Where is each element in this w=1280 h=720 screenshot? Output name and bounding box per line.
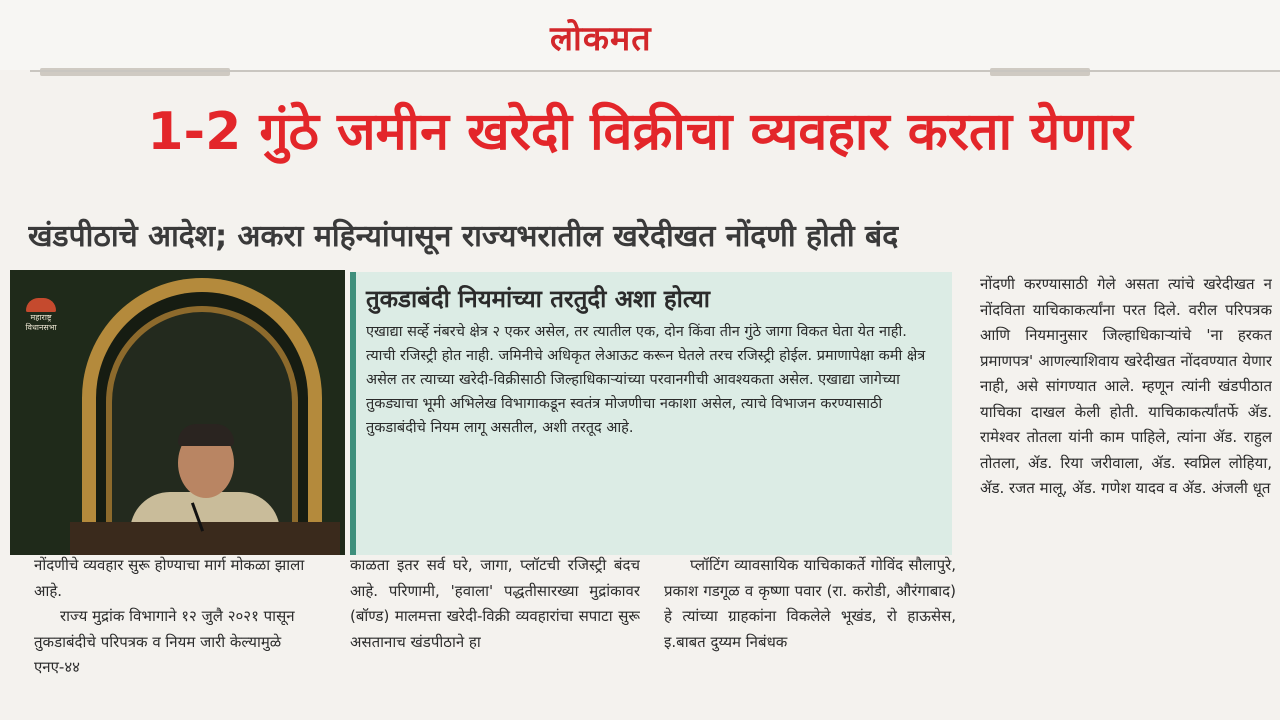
masthead — [0, 0, 1280, 70]
assembly-photo — [10, 270, 345, 555]
paragraph: नोंदणीचे व्यवहार सुरू होण्याचा मार्ग मोकळा झाला आहे. — [34, 556, 305, 600]
info-box-text: एखाद्या सर्व्हे नंबरचे क्षेत्र २ एकर असेल, तर त्यातील एक, दोन किंवा तीन गुंठे जागा विकत घेता येत नाही. त्याची रजिस्ट्री होत नाही. जमिनीचे अधिकृत लेआऊट करून घेतले तरच रजिस्ट्री होईल. प्रमाणापेक्षा कमी क्षेत्र असेल तर त्याच्या खरेदी-विक्रीसाठी जिल्हाधिकाऱ्यांच्या परवानगीची आवश्यकता असेल. एखाद्या जागेच्या तुकड्याचा भूमी अभिलेख विभागाकडून स्वतंत्र मोजणीचा नकाशा असेल, त्याचे विभाजन करण्यासाठी तुकडाबंदीचे नियम लागू असतील, अशी तरतूद आहे. — [366, 324, 926, 436]
article-column-1 — [34, 553, 324, 720]
info-box-title: तुकडाबंदी नियमांच्या तरतुदी अशा होत्या — [366, 285, 710, 313]
masthead-rule — [30, 70, 1280, 72]
article-column-3: प्लॉटिंग व्यावसायिक याचिकाकर्ते गोविंद सौलापुरे, प्रकाश गडगूळ व कृष्णा पवार (रा. करोडी, औरंगाबाद) हे त्यांच्या ग्राहकांना विकलेले भूखंड, रो हाऊसेस, इ.बाबत दुय्यम निबंधक — [664, 556, 956, 651]
article-column-2: काळता इतर सर्व घरे, जागा, प्लॉटची रजिस्ट्री बंदच आहे. परिणामी, 'हवाला' पद्धतीसारख्या मुद्रांकावर (बॉण्ड) मालमत्ता खरेदी-विक्री व्यवहारांचा सपाटा सुरू असतानाच खंडपीठाने हा — [350, 556, 640, 651]
paragraph: राज्य मुद्रांक विभागाने १२ जुलै २०२१ पासून तुकडाबंदीचे परिपत्रक व नियम जारी केल्यामुळे एनए-४४ — [34, 607, 295, 676]
vidhan-sabha-logo: महाराष्ट्र विधानसभा — [16, 298, 66, 348]
article-column-right: नोंदणी करण्यासाठी गेले असता त्यांचे खरेदीखत न नोंदविता याचिकाकर्त्यांना परत दिले. वरील परिपत्रक आणि नियमानुसार जिल्हाधिकाऱ्यांचे 'ना हरकत प्रमाणपत्र' आणल्याशिवाय खरेदीखत नोंदवण्यात येणार नाही, असे सांगण्यात आले. म्हणून त्यांनी खंडपीठात याचिका दाखल केली होती. याचिकाकर्त्यांतर्फे ॲड. रामेश्वर तोतला यांनी काम पाहिले, त्यांना ॲड. राहुल तोतला, ॲड. रिया जरीवाला, ॲड. स्वप्निल लोहिया, ॲड. रजत मालू, ॲड. गणेश यादव व ॲड. अंजली धूत — [980, 275, 1272, 497]
headline: 1-2 गुंठे जमीन खरेदी विक्रीचा व्यवहार करता येणार — [147, 102, 1133, 162]
info-box — [350, 272, 952, 555]
subheadline: खंडपीठाचे आदेश; अकरा महिन्यांपासून राज्यभरातील खरेदीखत नोंदणी होती बंद — [28, 219, 899, 254]
podium — [70, 522, 340, 555]
newspaper-logo: लोकमत — [550, 19, 652, 59]
